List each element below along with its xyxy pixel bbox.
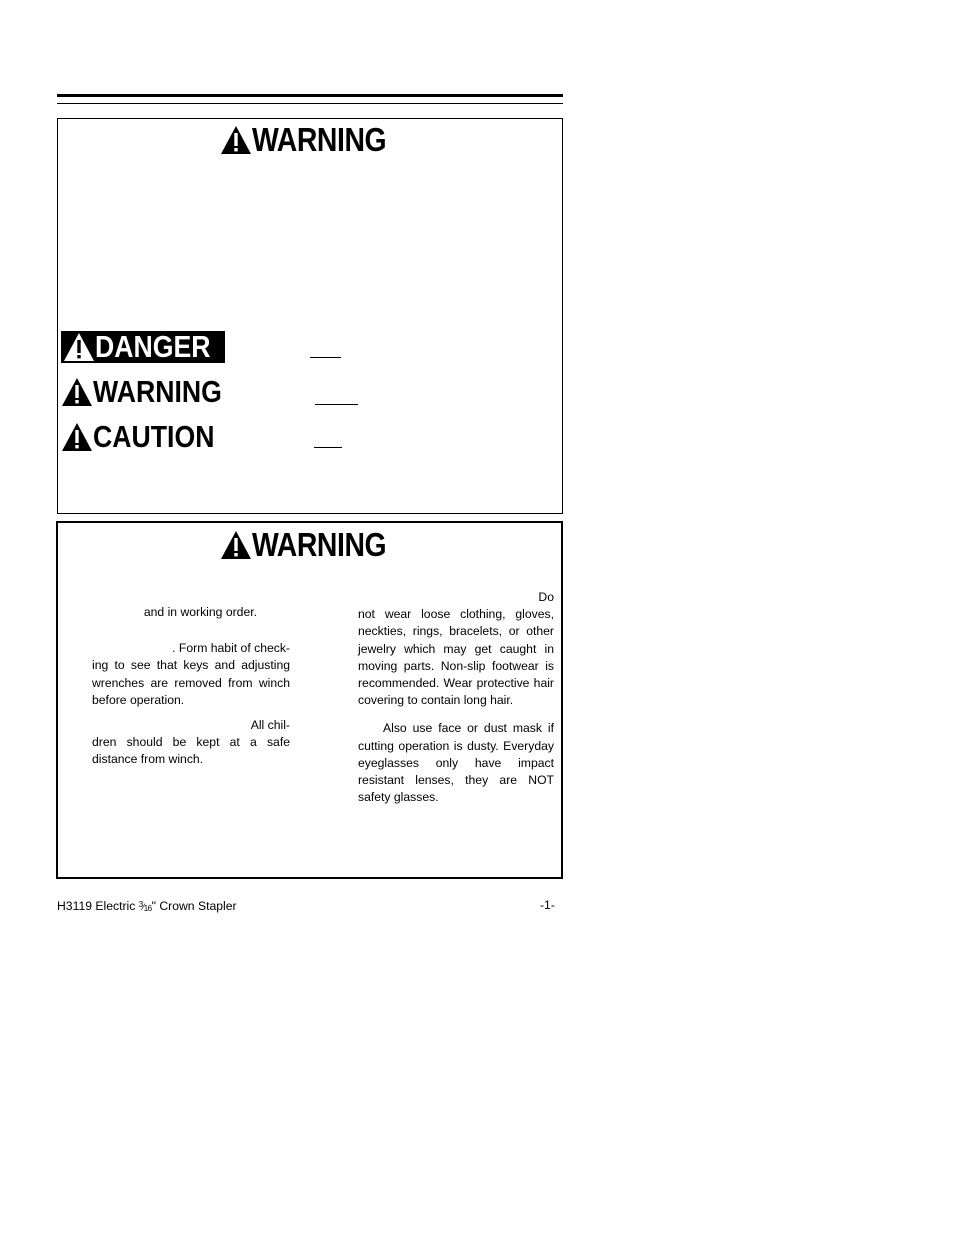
warning-text: WARNING — [93, 374, 222, 409]
signal-danger-label — [61, 331, 225, 363]
rule-text: Do — [538, 590, 554, 604]
caution-text: CAUTION — [93, 419, 215, 454]
safety-column-right — [358, 589, 554, 806]
warning-header-text: WARNING — [252, 121, 387, 158]
rule-text: Also use face or dust mask if cutting operation is dusty. Everyday eyeglasses only have impact resistant lenses, they are NOT safety glasses. — [358, 721, 554, 805]
warning-triangle-icon — [220, 125, 252, 155]
rule-text: . Form habit of check- — [172, 641, 290, 656]
footer-model-prefix: H3119 Electric — [57, 899, 139, 913]
warning-box-bottom — [56, 521, 563, 879]
signal-warning-label — [61, 376, 243, 408]
header-rule-thin — [57, 103, 563, 104]
footer-model-suffix: " Crown Stapler — [151, 899, 237, 913]
underline-mark — [314, 447, 342, 448]
warning-box-top — [57, 118, 563, 514]
safety-column-left — [92, 604, 290, 769]
warning-triangle-icon — [220, 530, 252, 560]
footer-frac-num: 3 — [138, 900, 143, 909]
rule-text: and in working order. — [143, 605, 257, 619]
warning-triangle-icon — [61, 377, 93, 407]
footer-model: H3119 Electric $^3$⁄16" Crown Stapler — [57, 899, 237, 913]
danger-text: DANGER — [95, 329, 211, 364]
danger-triangle-icon — [63, 332, 95, 362]
warning-header-top — [220, 123, 408, 157]
footer-frac-den: 16 — [143, 904, 152, 913]
page-number: -1- — [540, 898, 555, 912]
warning-header-bottom — [220, 528, 408, 562]
warning-header-text: WARNING — [252, 526, 387, 563]
rule-text: All chil- — [250, 718, 290, 733]
underline-mark — [310, 357, 341, 358]
rule-text: not wear loose clothing, gloves, neckties, rings, bracelets, or other jewelry which may get caught in moving parts. Non-slip footwear is recommended. Wear protective hair covering to contain long hair. — [358, 607, 554, 708]
underline-mark — [315, 404, 358, 405]
header-rule-thick — [57, 94, 563, 97]
rule-text: dren should be kept at a safe distance from winch. — [92, 735, 290, 767]
caution-triangle-icon — [61, 422, 93, 452]
signal-caution-label — [61, 421, 234, 453]
rule-text: ing to see that keys and adjusting wrenches are removed from winch before operation. — [92, 658, 290, 707]
